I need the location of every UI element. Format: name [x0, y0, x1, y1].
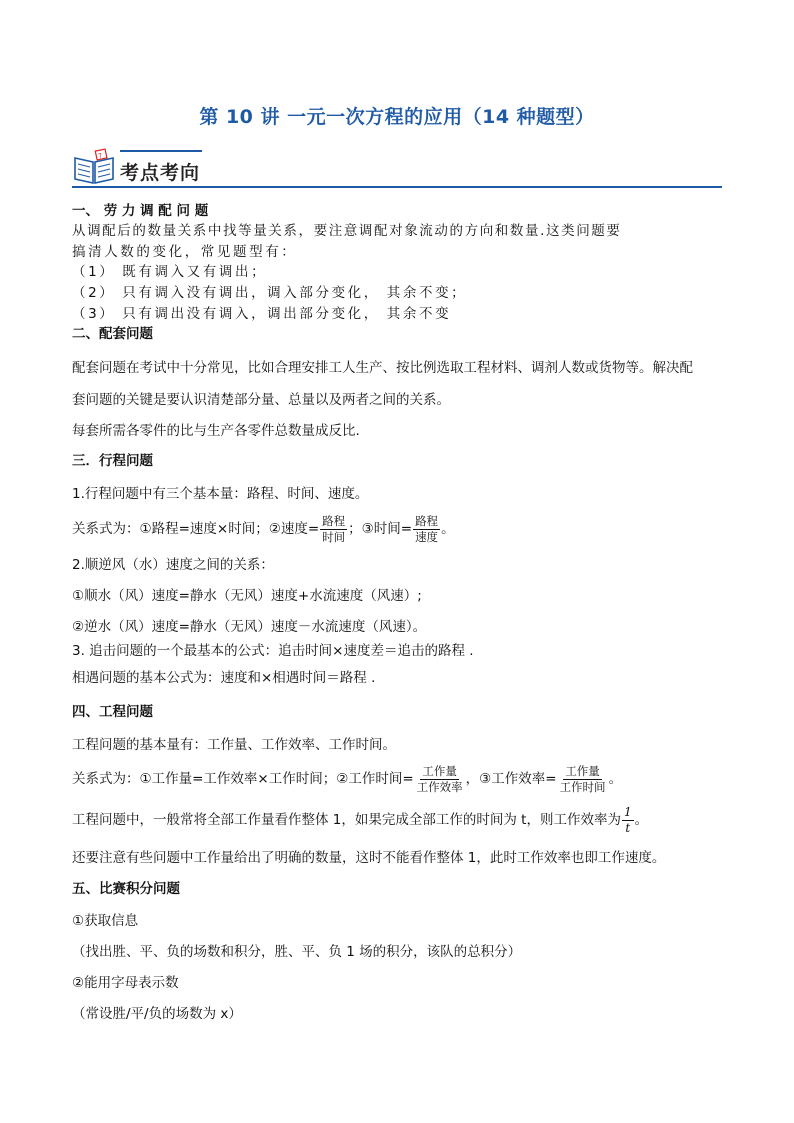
heading-travel: 三．行程问题: [72, 453, 153, 469]
fraction-numerator: 工作量: [422, 763, 457, 778]
paragraph: （找出胜、平、负的场数和积分，胜、平、负 1 场的积分，该队的总积分）: [72, 944, 522, 960]
formula-text: 。: [608, 771, 623, 787]
formula-text: 工程问题中，一般常将全部工作量看作整体 1，如果完成全部工作的时间为 t，则工作效率为: [72, 812, 621, 828]
fraction: [413, 515, 440, 544]
heading-labor: 一、 劳 力 调 配 问 题: [72, 203, 209, 219]
list-item: （2） 只有调入没有调出，调入部分变化， 其余不变；: [72, 285, 468, 301]
paragraph: 配套问题在考试中十分常见，比如合理安排工人生产、按比例选取工程材料、调剂人数或货物等。解决配: [72, 360, 693, 376]
heading-matching: 二、配套问题: [72, 326, 153, 342]
fraction-numerator: 路程: [415, 513, 439, 528]
paragraph: ①顺水（风）速度=静水（无风）速度+水流速度（风速）;: [72, 588, 422, 604]
banner-underline: [72, 186, 722, 188]
banner-label: 考点考向: [120, 162, 201, 184]
paragraph: 每套所需各零件的比与生产各零件总数量成反比.: [72, 423, 360, 439]
fraction-denominator: 速度: [415, 529, 439, 544]
open-book-icon: [72, 148, 116, 186]
list-item: （1） 既有调入又有调出；: [72, 264, 268, 280]
paragraph: ①获取信息: [72, 913, 139, 929]
fraction-denominator: t: [625, 820, 631, 835]
page-title: 第 10 讲 一元一次方程的应用（14 种题型）: [199, 106, 595, 128]
formula-line: [72, 764, 622, 794]
paragraph: 套问题的关键是要认识清楚部分量、总量以及两者之间的关系。: [72, 392, 450, 408]
paragraph: 2.顺逆风（水）速度之间的关系：: [72, 557, 274, 573]
paragraph: 1.行程问题中有三个基本量：路程、时间、速度。: [72, 486, 369, 502]
fraction: [415, 765, 465, 794]
formula-line: [72, 803, 648, 837]
paragraph: 还要注意有些问题中工作量给出了明确的数量，这时不能看作整体 1，此时工作效率也即工作速度。: [72, 850, 666, 866]
paragraph: ②逆水（风）速度=静水（无风）速度－水流速度（风速）。: [72, 619, 427, 635]
formula-text: 关系式为：①路程=速度×时间；②速度=: [72, 521, 320, 537]
list-item: （3） 只有调出没有调入，调出部分变化， 其余不变: [72, 306, 452, 322]
fraction-denominator: 时间: [322, 529, 346, 544]
fraction-denominator: 工作时间: [559, 779, 606, 794]
heading-scoring: 五、比赛积分问题: [72, 881, 180, 897]
section-banner: [72, 146, 722, 190]
formula-line: [72, 514, 455, 544]
paragraph: 从调配后的数量关系中找等量关系，要注意调配对象流动的方向和数量.这类问题要: [72, 223, 622, 239]
formula-text: 关系式为：①工作量=工作效率×工作时间；②工作时间=: [72, 771, 414, 787]
paragraph: 相遇问题的基本公式为：速度和×相遇时间＝路程 .: [72, 670, 376, 686]
paragraph: 3. 追击问题的一个最基本的公式：追击时间×速度差＝追击的路程 .: [72, 643, 474, 659]
formula-text: 。: [441, 521, 455, 537]
fraction-numerator: 路程: [322, 513, 346, 528]
fraction-numerator: 1: [623, 804, 632, 819]
formula-text: ，③工作效率=: [465, 771, 557, 787]
fraction: [622, 806, 634, 835]
formula-text: ；③时间=: [348, 521, 413, 537]
svg-text:?: ?: [97, 151, 103, 161]
paragraph: 搞清人数的变化，常见题型有：: [72, 244, 298, 260]
formula-text: 。: [634, 812, 649, 828]
fraction-denominator: 工作效率: [416, 779, 463, 794]
paragraph: ②能用字母表示数: [72, 975, 179, 991]
paragraph: 工程问题的基本量有：工作量、工作效率、工作时间。: [72, 737, 396, 753]
fraction-numerator: 工作量: [565, 763, 600, 778]
paragraph: （常设胜/平/负的场数为 x）: [72, 1006, 242, 1022]
heading-engineering: 四、工程问题: [72, 704, 153, 720]
fraction: [320, 515, 347, 544]
banner-top-line: [120, 150, 202, 152]
fraction: [558, 765, 608, 794]
